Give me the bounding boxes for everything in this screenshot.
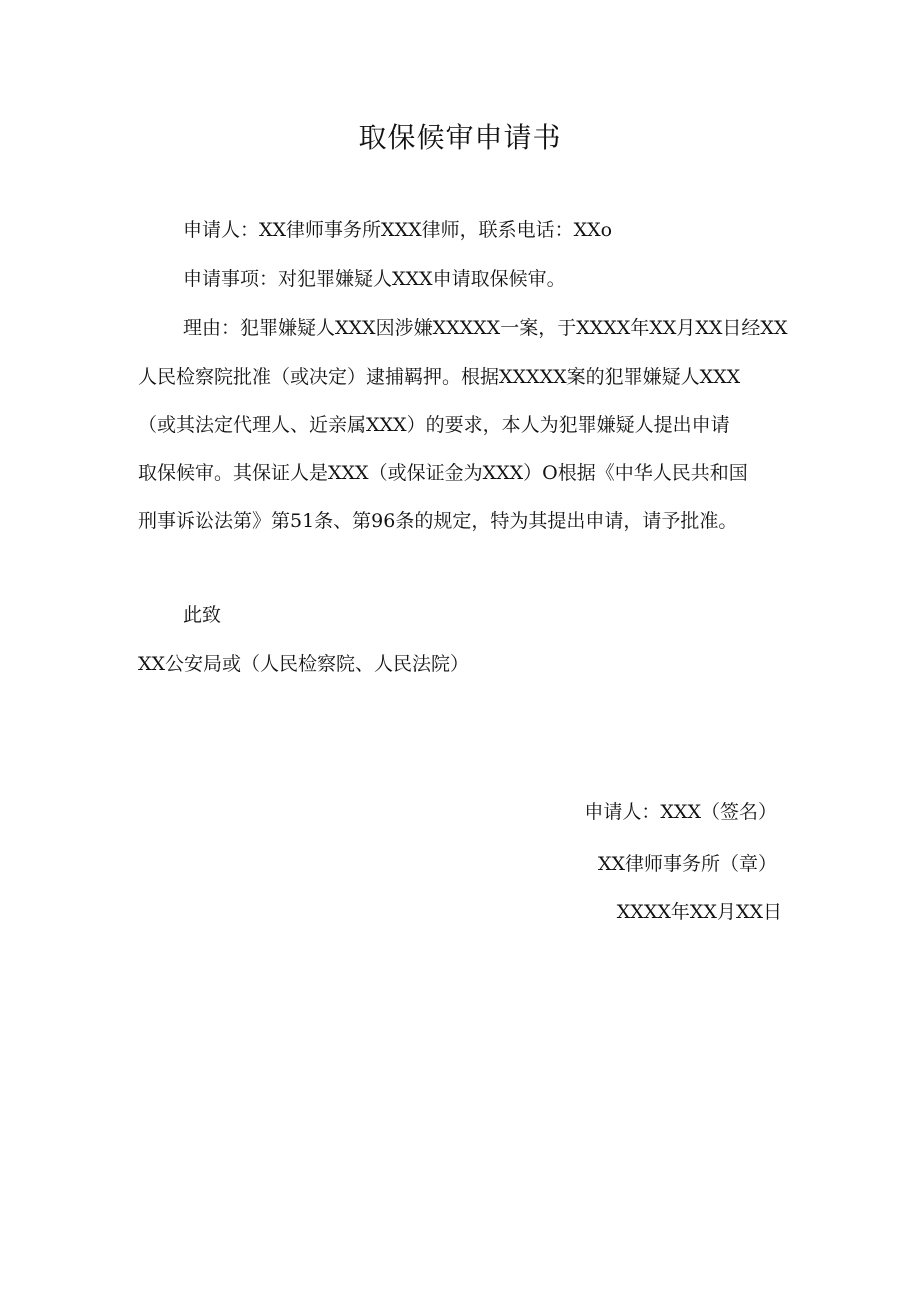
- signature-applicant: 申请人：XXX（签名）: [584, 801, 777, 823]
- document-title: 取保候审申请书: [358, 121, 562, 154]
- reason-line-3: （或其法定代理人、近亲属XXX）的要求，本人为犯罪嫌疑人提出申请: [138, 414, 730, 436]
- signature-date: XXXX年XX月XX日: [616, 901, 782, 923]
- reason-line-1: 理由：犯罪嫌疑人XXX因涉嫌XXXXX一案，于XXXX年XX月XX日经XX: [183, 317, 788, 339]
- reason-line-4: 取保候审。其保证人是XXX（或保证金为XXX）O根据《中华人民共和国: [138, 462, 748, 484]
- closing-text: 此致: [183, 604, 222, 626]
- recipient-text: XX公安局或（人民检察院、人民法院）: [138, 653, 470, 675]
- reason-line-5: 刑事诉讼法第》第51条、第96条的规定，特为其提出申请，请予批准。: [138, 510, 738, 532]
- signature-firm: XX律师事务所（章）: [597, 853, 777, 875]
- applicant-line: 申请人：XX律师事务所XXX律师，联系电话：XXo: [183, 219, 613, 241]
- matter-line: 申请事项：对犯罪嫌疑人XXX申请取保候审。: [183, 268, 566, 290]
- reason-line-2: 人民检察院批准（或决定）逮捕羁押。根据XXXXX案的犯罪嫌疑人XXX: [138, 366, 741, 388]
